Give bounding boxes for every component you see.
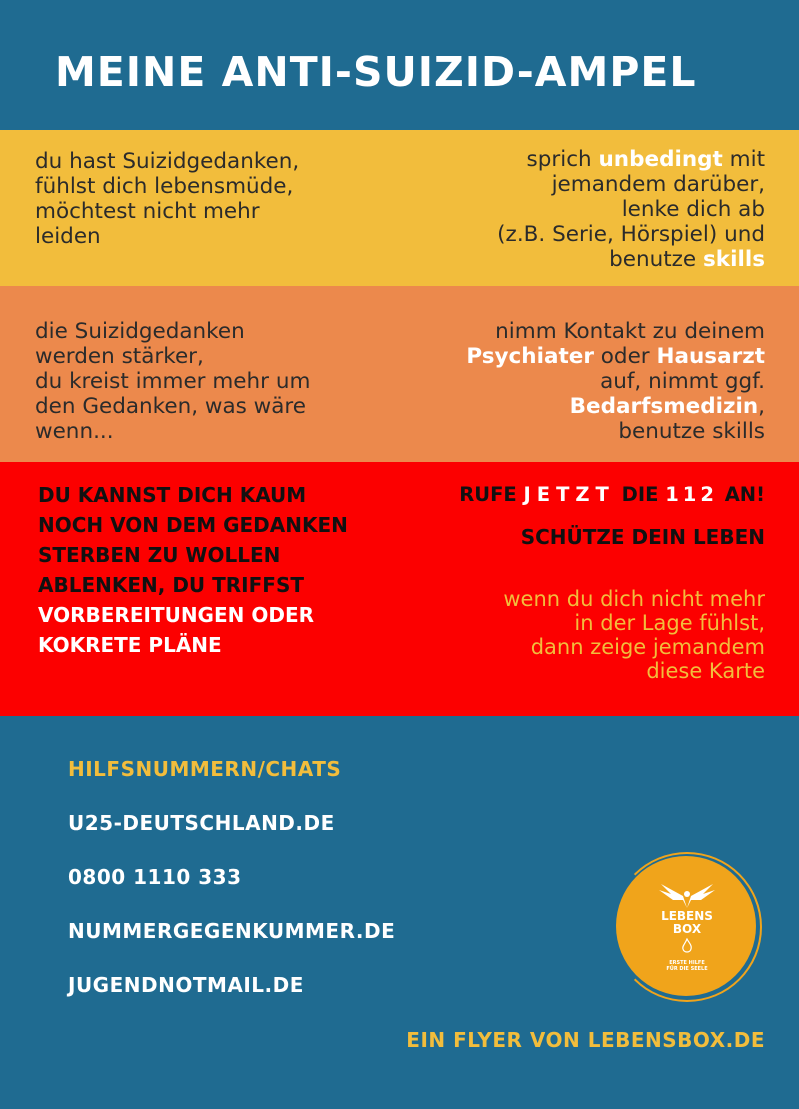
yellow-situation-text <box>35 149 385 249</box>
highlight-hausarzt: Hausarzt <box>656 344 765 369</box>
orange-action-line: auf, nimmt ggf. <box>600 369 765 394</box>
red-situation-line: VORBEREITUNGEN ODER <box>38 603 315 627</box>
highlight-skills: skills <box>702 247 765 272</box>
orange-situation-text <box>35 319 385 444</box>
orange-action-text <box>365 319 765 444</box>
yellow-action-line: benutze skills <box>609 247 765 272</box>
red-situation-line: DU KANNST DICH KAUM <box>38 483 307 507</box>
orange-action-line: benutze skills <box>618 419 765 444</box>
red-situation-text <box>38 480 398 660</box>
yellow-action-line: (z.B. Serie, Hörspiel) und <box>497 222 765 247</box>
orange-situation-line: werden stärker, <box>35 344 204 369</box>
yellow-situation-line: fühlst dich lebensmüde, <box>35 174 294 199</box>
highlight-psychiater: Psychiater <box>466 344 594 369</box>
yellow-situation-line: möchtest nicht mehr <box>35 199 260 224</box>
orange-action-line: Psychiater oder Hausarzt <box>466 344 765 369</box>
help-link-u25[interactable]: U25-DEUTSCHLAND.DE <box>68 811 335 835</box>
red-situation-line: KOKRETE PLÄNE <box>38 633 222 657</box>
orange-action-line: Bedarfsmedizin, <box>569 394 765 419</box>
yellow-situation-line: du hast Suizidgedanken, <box>35 149 300 174</box>
show-card-note-line: in der Lage fühlst, <box>574 611 765 635</box>
yellow-action-line: jemandem darüber, <box>551 172 765 197</box>
flame-icon <box>680 938 694 956</box>
protect-life-text: SCHÜTZE DEIN LEBEN <box>520 525 765 549</box>
red-situation-line: ABLENKEN, DU TRIFFST <box>38 573 304 597</box>
show-card-note <box>365 587 765 683</box>
show-card-note-line: wenn du dich nicht mehr <box>503 587 765 611</box>
orange-situation-line: den Gedanken, was wäre <box>35 394 307 419</box>
yellow-action-line: sprich unbedingt mit <box>526 147 765 172</box>
page-title: MEINE ANTI-SUIZID-AMPEL <box>55 48 697 96</box>
emergency-number: 112 <box>665 483 718 506</box>
orange-situation-line: du kreist immer mehr um <box>35 369 311 394</box>
orange-action-line: nimm Kontakt zu deinem <box>495 319 765 344</box>
lebensbox-logo <box>612 852 762 1002</box>
yellow-situation-line: leiden <box>35 224 101 249</box>
yellow-action-line: lenke dich ab <box>621 197 765 222</box>
call-112-instruction: RUFE JETZT DIE 112 AN! <box>459 483 765 506</box>
logo-tagline: ERSTE HILFE FÜR DIE SEELE <box>666 960 708 972</box>
logo-brand: LEBENS BOX <box>661 909 713 936</box>
red-situation-line: STERBEN ZU WOLLEN <box>38 543 281 567</box>
help-phone-number[interactable]: 0800 1110 333 <box>68 865 242 889</box>
show-card-note-line: diese Karte <box>646 659 765 683</box>
orange-situation-line: die Suizidgedanken <box>35 319 245 344</box>
red-situation-line: NOCH VON DEM GEDANKEN <box>38 513 348 537</box>
help-link-jugendnotmail[interactable]: JUGENDNOTMAIL.DE <box>68 973 304 997</box>
orange-situation-line: wenn... <box>35 419 114 444</box>
highlight-unbedingt: unbedingt <box>598 147 723 172</box>
footer-credit: EIN FLYER VON LEBENSBOX.DE <box>406 1028 765 1052</box>
help-heading: HILFSNUMMERN/CHATS <box>68 757 342 781</box>
help-link-nummergegenkummer[interactable]: NUMMERGEGENKUMMER.DE <box>68 919 396 943</box>
yellow-action-text <box>365 147 765 272</box>
show-card-note-line: dann zeige jemandem <box>530 635 765 659</box>
phoenix-icon <box>657 880 717 910</box>
highlight-bedarfsmedizin: Bedarfsmedizin <box>569 394 759 419</box>
highlight-jetzt: JETZT <box>523 483 615 506</box>
